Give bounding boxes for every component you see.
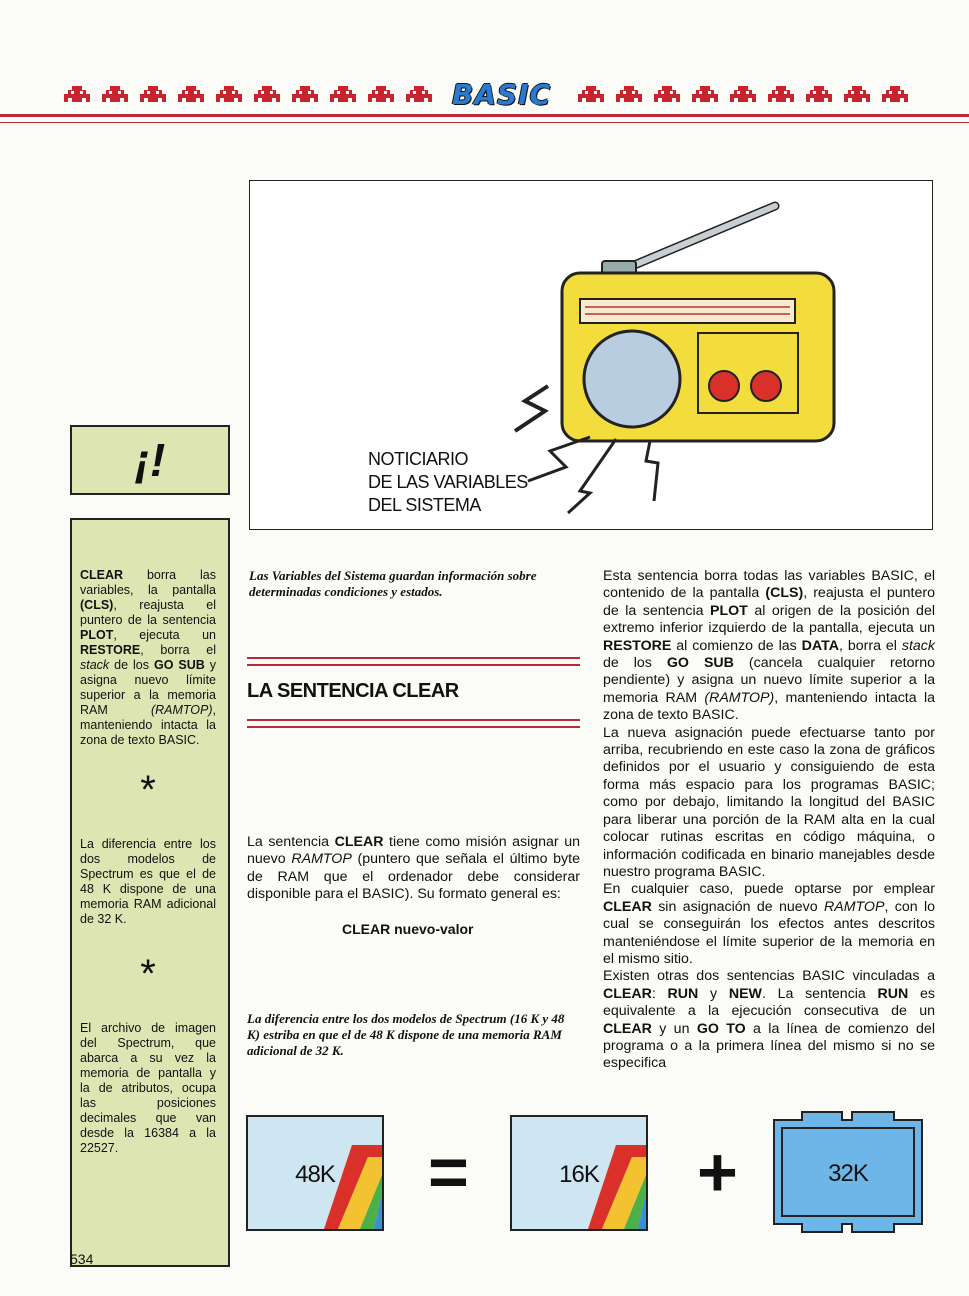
sidebar-note-models: La diferencia entre los dos modelos de Spectrum es que el de 48 K dispone de una memoria RAM adicional de 32 K. [80, 837, 216, 926]
page-number: 534 [70, 1251, 94, 1267]
section-title: LA SENTENCIA CLEAR [247, 680, 459, 702]
exclamation-mark: ¡! [134, 434, 166, 486]
section-rule [247, 657, 580, 659]
models-caption: La diferencia entre los dos modelos de Spectrum (16 K y 48 K) estriba en que el de 48 K dispone de una memoria RAM adicional de 32 K. [247, 1011, 565, 1058]
right-column-text: Esta sentencia borra todas las variables BASIC, el contenido de la pantalla (CLS), reajusta el puntero de la sentencia PLOT al origen de la posición del extremo inferior izquierdo de la pantalla, ejecuta un RESTORE al comienzo de las DATA, borra el stack de los GO SUB (cancela cualquier retorno pendiente) y asigna un nuevo límite superior a la memoria RAM (RAMTOP), manteniendo intacta la zona de texto BASIC. La nueva asignación puede efectuarse tanto por arriba, recubriendo en este caso la zona de gráficos definidos por el usuario y consiguiendo de esta forma más espacio para los programas BASIC; como por debajo, limitando la longitud del BASIC para liberar una porción de la RAM alta en la cual colocar rutinas escritas en código máquina, o información codificada en binario manejables desde nuestro programa BASIC. En cualquier caso, puede optarse por emplear CLEAR sin asignación de nuevo RAMTOP, con lo cual se conseguirán los efectos antes descritos manteniéndose el límite superior de la memoria en el mismo sitio. Existen otras dos sentencias BASIC vinculadas a CLEAR: RUN y NEW. La sentencia RUN es equivalente a la ejecución consecutiva de un CLEAR y un GO TO a la línea de comienzo del programa o a la primera línea del mismo si no se especifica [603, 568, 936, 1072]
section-rule [247, 664, 580, 666]
memory-label-16k: 16K [559, 1161, 599, 1188]
memory-label-32k: 32K [828, 1160, 868, 1187]
memory-box-16k [510, 1115, 648, 1231]
illustration-title: NOTICIARIO DE LAS VARIABLES DEL SISTEMA [368, 449, 528, 515]
illustration-frame [249, 180, 933, 530]
equals-sign: = [428, 1133, 469, 1211]
star-separator: * [140, 952, 156, 996]
sidebar-note-display-file: El archivo de imagen del Spectrum, que abarca a su vez la memoria de pantalla y la de atributos, ocupa las posiciones decimales que van desde la 16384 a la 22527. [80, 1021, 216, 1155]
memory-box-48k [246, 1115, 384, 1231]
clear-format: CLEAR nuevo-valor [342, 921, 474, 937]
section-rule [247, 726, 580, 728]
sidebar-exclamation-box [70, 425, 230, 495]
plus-sign: + [697, 1133, 738, 1211]
star-separator: * [140, 768, 156, 812]
basic-logo: BASIC [452, 78, 552, 111]
illustration-caption: Las Variables del Sistema guardan información sobre determinadas condiciones y estados. [249, 568, 537, 599]
sidebar-note-clear: CLEAR borra las variables, la pantalla (CLS), reajusta el puntero de la sentencia PLOT, ejecuta un RESTORE, borra el stack de los GO SUB y asigna nuevo límite superior a la memoria RAM (RAMTOP), manteniendo intacta la zona de texto BASIC. [80, 568, 216, 747]
header-rule-thin [0, 122, 969, 123]
memory-box-32k [772, 1110, 924, 1234]
radio-illustration [250, 181, 932, 529]
section-intro: La sentencia CLEAR tiene como misión asignar un nuevo RAMTOP (puntero que señala el último byte de RAM que el ordenador debe considerar disponible para el BASIC). Su formato general es: [247, 834, 580, 903]
header-rule [0, 114, 969, 117]
section-rule [247, 719, 580, 721]
memory-label-48k: 48K [295, 1161, 335, 1188]
